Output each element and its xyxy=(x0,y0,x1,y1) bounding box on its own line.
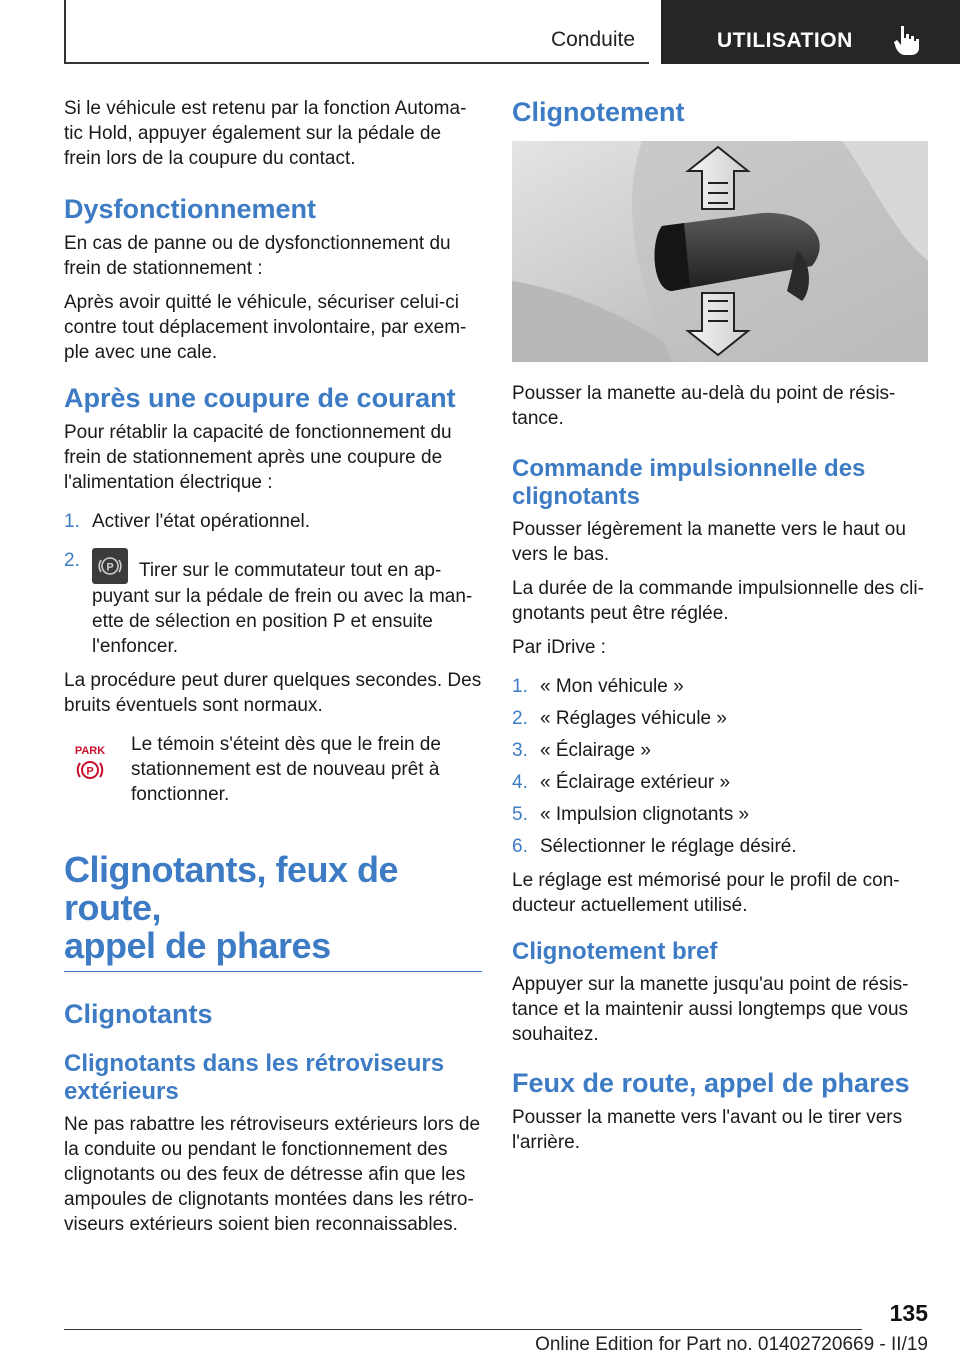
pointing-hand-icon xyxy=(893,24,921,56)
step-number: 5. xyxy=(512,804,528,825)
heading-clignotement-bref: Clignotement bref xyxy=(512,938,718,965)
main-title-block xyxy=(64,851,482,972)
step-number: 1. xyxy=(64,511,80,532)
step-number: 4. xyxy=(512,772,528,793)
dysfonctionnement-p2: Après avoir quitté le véhicule, sécuriser celui-ci contre tout déplacement involontaire, par exem-ple avec une cale. xyxy=(64,292,467,363)
list-item xyxy=(512,706,930,731)
step-number: 1. xyxy=(512,676,528,697)
coupure-steps xyxy=(64,509,482,659)
park-indicator-note xyxy=(64,732,482,807)
step-text: « Éclairage » xyxy=(540,740,651,761)
impulsion-p2: La durée de la commande impulsionnelle des cli-gnotants peut être réglée. xyxy=(512,578,924,624)
step-text: Activer l'état opérationnel. xyxy=(92,511,311,532)
header-chapter-box xyxy=(661,0,960,64)
step-text: « Éclairage extérieur » xyxy=(540,772,731,793)
main-title-line1: Clignotants, feux de route, xyxy=(64,849,399,928)
coupure-p1: Pour rétablir la capacité de fonctionnement du frein de stationnement après une coupure de l'alimentation électrique : xyxy=(64,422,452,493)
list-item xyxy=(512,802,930,827)
list-item xyxy=(64,548,482,659)
dysfonctionnement-p1: En cas de panne ou de dysfonctionnement du frein de stationnement : xyxy=(64,233,451,279)
step-text: Sélectionner le réglage désiré. xyxy=(540,836,797,857)
feux-paragraph: Pousser la manette vers l'avant ou le tirer vers l'arrière. xyxy=(512,1107,903,1153)
header-section-box xyxy=(64,0,649,64)
list-item xyxy=(512,770,930,795)
step-number: 2. xyxy=(64,550,80,571)
impulsion-p3: Par iDrive : xyxy=(512,637,606,658)
heading-commande-impulsionnelle: Commande impulsionnelle des clignotants xyxy=(512,455,866,510)
park-warning-icon xyxy=(72,744,108,784)
step-text: « Réglages véhicule » xyxy=(540,708,727,729)
impulsion-p4: Le réglage est mémorisé pour le profil de con-ducteur actuellement utilisé. xyxy=(512,870,900,916)
list-item xyxy=(64,509,482,534)
heading-coupure-courant: Après une coupure de courant xyxy=(64,383,456,413)
left-column xyxy=(64,96,482,1246)
intro-paragraph: Si le véhicule est retenu par la fonction Automa-tic Hold, appuyer également sur la pédale de frein lors de la coupure du contact. xyxy=(64,98,467,169)
impulsion-p1: Pousser légèrement la manette vers le haut ou vers le bas. xyxy=(512,519,906,565)
bref-paragraph: Appuyer sur la manette jusqu'au point de résis-tance et la maintenir aussi longtemps que vous souhaitez. xyxy=(512,974,909,1045)
heading-clignotants: Clignotants xyxy=(64,999,213,1029)
heading-retroviseurs: Clignotants dans les rétroviseurs extérieurs xyxy=(64,1050,445,1105)
page-number: 135 xyxy=(889,1300,928,1326)
main-title-line2: appel de phares xyxy=(64,925,331,966)
parking-brake-switch-icon xyxy=(92,548,128,584)
step-text: « Impulsion clignotants » xyxy=(540,804,750,825)
header-chapter-label: UTILISATION xyxy=(717,29,853,52)
heading-dysfonctionnement: Dysfonctionnement xyxy=(64,194,317,224)
right-column xyxy=(512,96,930,1164)
step-number: 6. xyxy=(512,836,528,857)
retroviseurs-paragraph: Ne pas rabattre les rétroviseurs extérieurs lors de la conduite ou pendant le fonctionnement des clignotants ou des feux de détresse afin que les ampoules de clignotants montées dans les rétro-viseurs extérieurs soient bien reconnaissables. xyxy=(64,1114,481,1235)
heading-clignotement: Clignotement xyxy=(512,97,685,127)
park-label: PARK xyxy=(74,745,106,757)
footer-divider xyxy=(64,1329,862,1330)
step-number: 3. xyxy=(512,740,528,761)
svg-text:P: P xyxy=(106,561,114,574)
footer-edition: Online Edition for Part no. 01402720669 - II/19 xyxy=(535,1334,928,1355)
svg-text:P: P xyxy=(86,765,94,778)
step-number: 2. xyxy=(512,708,528,729)
clignotement-caption: Pousser la manette au-delà du point de résis-tance. xyxy=(512,383,896,429)
turn-signal-lever-photo xyxy=(512,141,928,362)
list-item xyxy=(512,674,930,699)
header-section-label: Conduite xyxy=(550,28,635,51)
step-text: Tirer sur le commutateur tout en ap-puyant sur la pédale de frein ou avec la man-ette de sélection en position P et ensuite l'enfoncer. xyxy=(92,560,473,657)
list-item xyxy=(512,738,930,763)
list-item xyxy=(512,834,930,859)
park-note-text: Le témoin s'éteint dès que le frein de stationnement est de nouveau prêt à fonctionner. xyxy=(131,734,441,805)
coupure-p2: La procédure peut durer quelques secondes. Des bruits éventuels sont normaux. xyxy=(64,670,482,716)
step-text: « Mon véhicule » xyxy=(540,676,684,697)
heading-feux-de-route: Feux de route, appel de phares xyxy=(512,1068,910,1098)
idrive-steps xyxy=(512,674,930,859)
